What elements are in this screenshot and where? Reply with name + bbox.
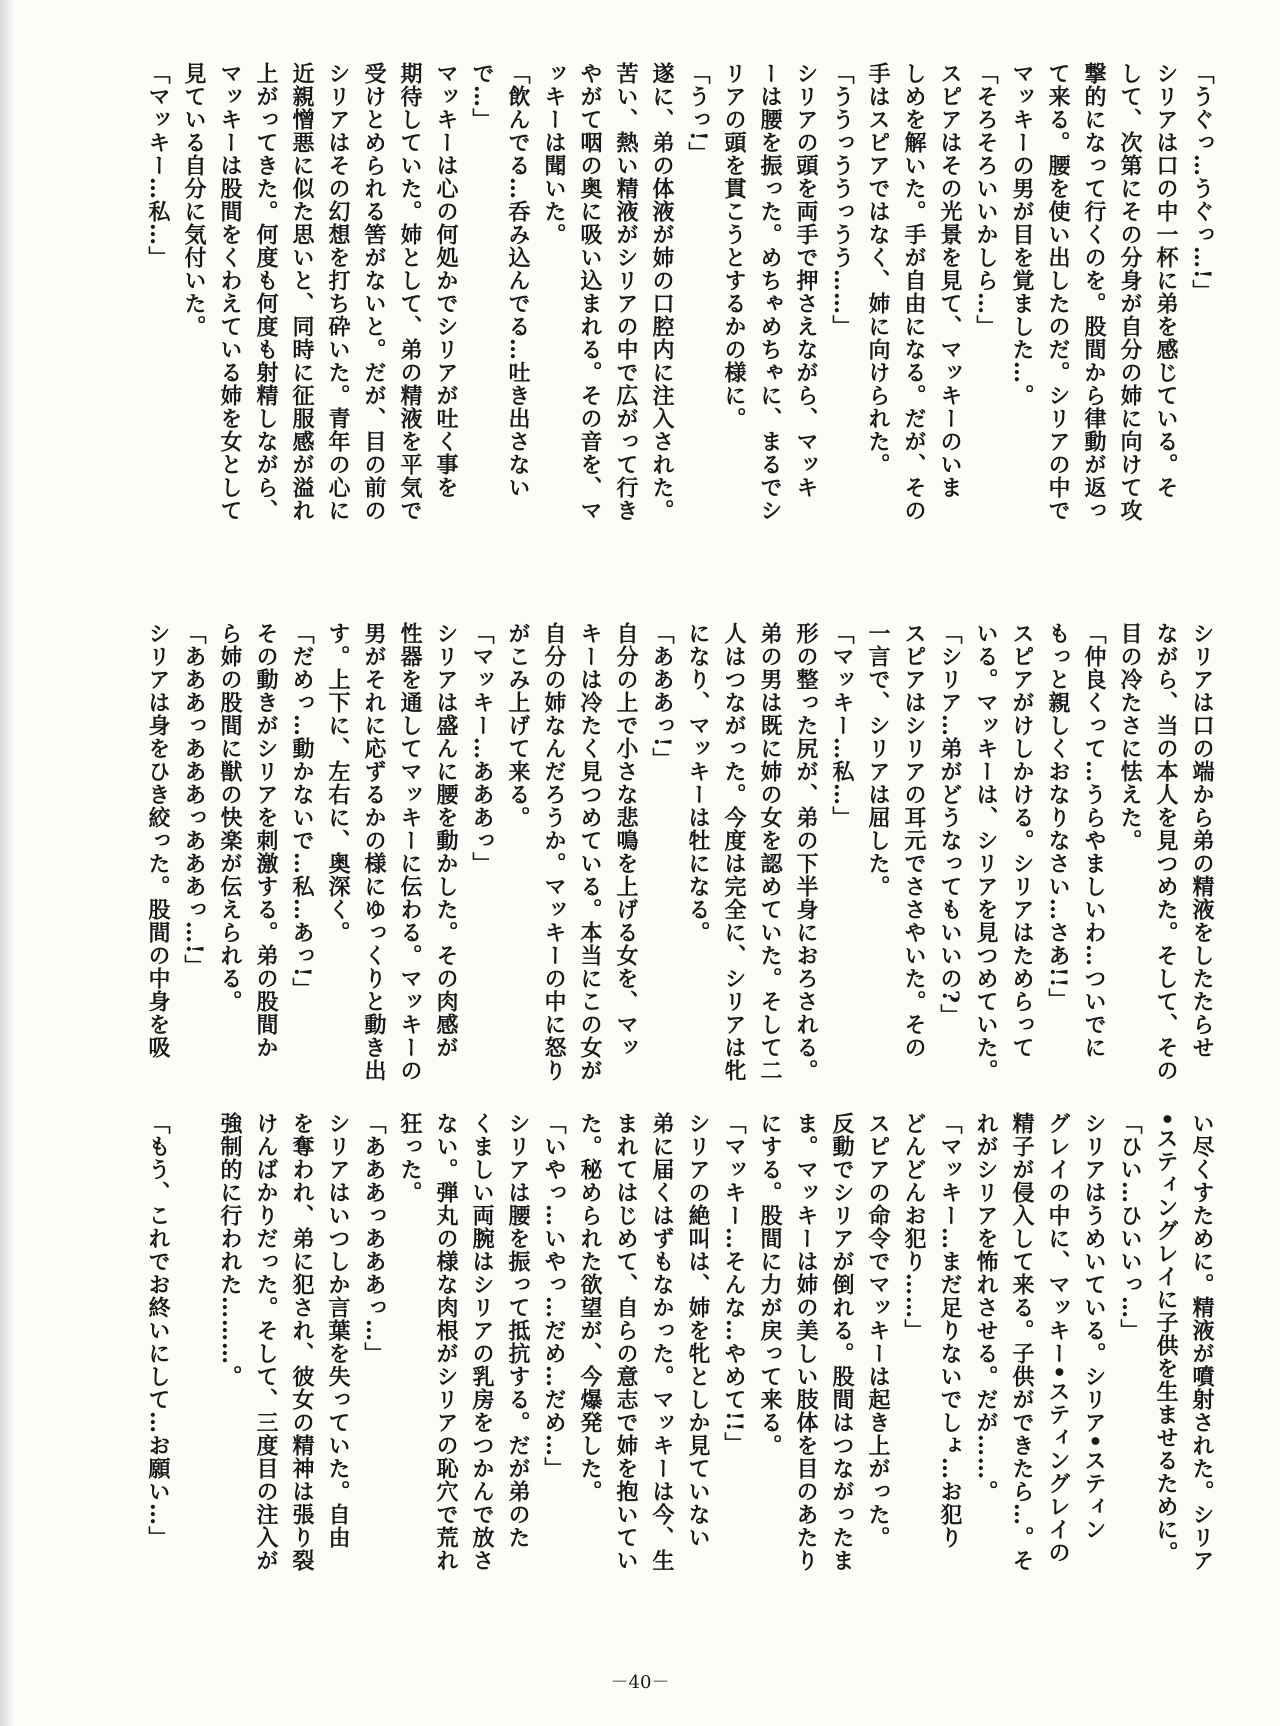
text-column: シリアの絶叫は、姉を牝としか見ていない — [685, 1112, 711, 1549]
text-column: た。秘められた欲望が、今爆発した。 — [577, 1112, 603, 1503]
text-column: マッキーの男が目を覚ました…。 — [1009, 62, 1035, 407]
text-column: がこみ上げて来る。 — [505, 622, 531, 829]
text-column: 受けとめられる筈がないと。だが、目の前の — [361, 62, 387, 522]
text-column: 近親憎悪に似た思いと、同時に征服感が溢れ — [289, 62, 315, 522]
text-column: もっと親しくおなりなさい…さあ!!」 — [1045, 622, 1071, 1012]
text-column: 弟に届くはずもなかった。マッキーは今、生 — [649, 1112, 675, 1572]
text-column: ない。弾丸の様な肉根がシリアの恥穴で荒れ — [433, 1112, 459, 1572]
text-tier-middle — [140, 622, 1220, 1096]
text-column: 「あああっあああっ…」 — [361, 1112, 387, 1365]
text-tier-bottom — [140, 1112, 1220, 1612]
text-column: くましい両腕はシリアの乳房をつかんで放さ — [469, 1112, 495, 1572]
text-column: マッキーは股間をくわえている姉を女として — [217, 62, 243, 522]
text-column: その動きがシリアを刺激する。弟の股間か — [253, 622, 279, 1059]
text-column: 「マッキー…そんな…やめて!!」 — [721, 1112, 747, 1456]
text-column: 弟の男は既に姉の女を認めていた。そして二 — [757, 622, 783, 1082]
text-column: どんどんお犯り……」 — [901, 1112, 927, 1342]
text-column: 「あああっ!」 — [649, 622, 675, 771]
text-column: やがて咽の奥に吸い込まれる。その音を、マ — [577, 62, 603, 522]
text-column: い尽くすために。精液が噴射された。シリア — [1189, 1112, 1215, 1572]
text-column: 「うぐっ…うぐっ…!」 — [1189, 62, 1215, 303]
text-column: 「ひい…ひいいっ…」 — [1117, 1112, 1143, 1342]
text-column: 手はスピアではなく、姉に向けられた。 — [865, 62, 891, 476]
text-column: 苦い、熱い精液がシリアの中で広がって行き — [613, 62, 639, 522]
text-column: 性器を通してマッキーに伝わる。マッキーの — [397, 622, 423, 1082]
text-column: 目の冷たさに怯えた。 — [1117, 622, 1143, 852]
text-column: れがシリアを怖れさせる。だが……。 — [973, 1112, 999, 1503]
text-column: 「マッキー…私…」 — [145, 62, 171, 269]
text-column: 「いやっ…いやっ…だめ…だめ…」 — [541, 1112, 567, 1480]
text-column: 「飲んでる…呑み込んでる…吐き出さない — [505, 62, 531, 499]
text-column: スピアはシリアの耳元でささやいた。その — [901, 622, 927, 1059]
text-column: •スティングレイに子供を生ませるために。 — [1153, 1112, 1179, 1565]
text-column: 狂った。 — [397, 1112, 423, 1204]
text-column: シリアはその幻想を打ち砕いた。青年の心に — [325, 62, 351, 522]
text-column: シリアの頭を両手で押さえながら、マッキ — [793, 62, 819, 499]
text-column: 形の整った尻が、弟の下半身におろされる。 — [793, 622, 819, 1082]
text-column: マッキーは心の何処かでシリアが吐く事を — [433, 62, 459, 499]
text-column: 「マッキー…あああっ」 — [469, 622, 495, 875]
text-column: 自分の姉なんだろうか。マッキーの中に怒り — [541, 622, 567, 1082]
text-column: シリアは腰を振って抵抗する。だが弟のた — [505, 1112, 531, 1549]
text-column: 「ううっううっうう……」 — [829, 62, 855, 338]
text-column: 「マッキー…まだ足りないでしょ…お犯り — [937, 1112, 963, 1549]
text-column: 撃的になって行くのを。股間から律動が返っ — [1081, 62, 1107, 522]
page-number: －40－ — [610, 1672, 670, 1693]
scan-edge-shadow — [0, 0, 14, 1726]
text-column: ま。マッキーは姉の美しい肢体を目のあたり — [793, 1112, 819, 1572]
text-column: 人はつながった。今度は完全に、シリアは牝 — [721, 622, 747, 1082]
text-column: けんばかりだった。そして、三度目の注入が — [253, 1112, 279, 1572]
text-column: 「マッキー…私…」 — [829, 622, 855, 829]
text-column: 「そろそろいいかしら…」 — [973, 62, 999, 338]
text-column: して、次第にその分身が自分の姉に向けて攻 — [1117, 62, 1143, 522]
text-column: を奪われ、弟に犯され、彼女の精神は張り裂 — [289, 1112, 315, 1572]
text-column: ーは腰を振った。めちゃめちゃに、まるでシ — [757, 62, 783, 522]
text-column: 「うっ!」 — [685, 62, 711, 165]
text-column: しめを解いた。手が自由になる。だが、その — [901, 62, 927, 522]
text-column: 期待していた。姉として、弟の精液を平気で — [397, 62, 423, 522]
text-column: ッキーは聞いた。 — [541, 62, 567, 246]
text-column: 男がそれに応ずるかの様にゆっくりと動き出 — [361, 622, 387, 1082]
text-column: シリアはうめいている。シリア•スティン — [1081, 1112, 1107, 1542]
text-column: シリアは口の中一杯に弟を感じている。そ — [1153, 62, 1179, 499]
text-column: 上がってきた。何度も何度も射精しながら、 — [253, 62, 279, 522]
text-column: 遂に、弟の体液が姉の口腔内に注入された。 — [649, 62, 675, 522]
text-column: シリアは口の端から弟の精液をしたたらせ — [1189, 622, 1215, 1059]
text-column: で…」 — [469, 62, 495, 131]
text-column: スピアはその光景を見て、マッキーのいま — [937, 62, 963, 499]
text-column: シリアはいつしか言葉を失っていた。自由 — [325, 1112, 351, 1549]
text-column: リアの頭を貫こうとするかの様に。 — [721, 62, 747, 430]
text-column: す。上下に、左右に、奥深く。 — [325, 622, 351, 944]
text-column: になり、マッキーは牡になる。 — [685, 622, 711, 944]
text-column: スピアの命令でマッキーは起き上がった。 — [865, 1112, 891, 1549]
text-column — [176, 1112, 212, 1612]
text-column: グレイの中に、マッキー•スティングレイの — [1045, 1112, 1071, 1565]
text-column: ら姉の股間に獣の快楽が伝えられる。 — [217, 622, 243, 1013]
text-column: にする。股間に力が戻って来る。 — [757, 1112, 783, 1457]
text-column: 「シリア…弟がどうなってもいいの?」 — [937, 622, 963, 1027]
text-column: シリアは身をひき絞った。股間の中身を吸 — [145, 622, 171, 1059]
text-column: シリアは盛んに腰を動かした。その肉感が — [433, 622, 459, 1059]
text-column: 「もう、これでお終いにして…お願い…」 — [145, 1112, 171, 1549]
text-column: いる。マッキーは、シリアを見つめていた。 — [973, 622, 999, 1082]
text-column: て来る。腰を使い出したのだ。シリアの中で — [1045, 62, 1071, 522]
text-column: 見ている自分に気付いた。 — [181, 62, 207, 338]
text-column: 自分の上で小さな悲鳴を上げる女を、マッ — [613, 622, 639, 1059]
text-column: 一言で、シリアは屈した。 — [865, 622, 891, 898]
text-column: 反動でシリアが倒れる。股間はつながったま — [829, 1112, 855, 1572]
text-column: キーは冷たく見つめている。本当にこの女が — [577, 622, 603, 1082]
text-column: スピアがけしかける。シリアはためらって — [1009, 622, 1035, 1059]
text-tier-top — [140, 62, 1220, 610]
text-column: 強制的に行われた………。 — [217, 1112, 243, 1388]
text-column: 「だめっ…動かないで…私…あっ!」 — [289, 622, 315, 1001]
text-column: ながら、当の本人を見つめた。そして、その — [1153, 622, 1179, 1082]
text-column: 「あああっあああっあああっ…!」 — [181, 622, 207, 978]
text-column: 精子が侵入して来る。子供ができたら…。そ — [1009, 1112, 1035, 1572]
text-column: まれてはじめて、自らの意志で姉を抱いてい — [613, 1112, 639, 1572]
text-column: 「仲良くって…うらやましいわ…ついでに — [1081, 622, 1107, 1059]
